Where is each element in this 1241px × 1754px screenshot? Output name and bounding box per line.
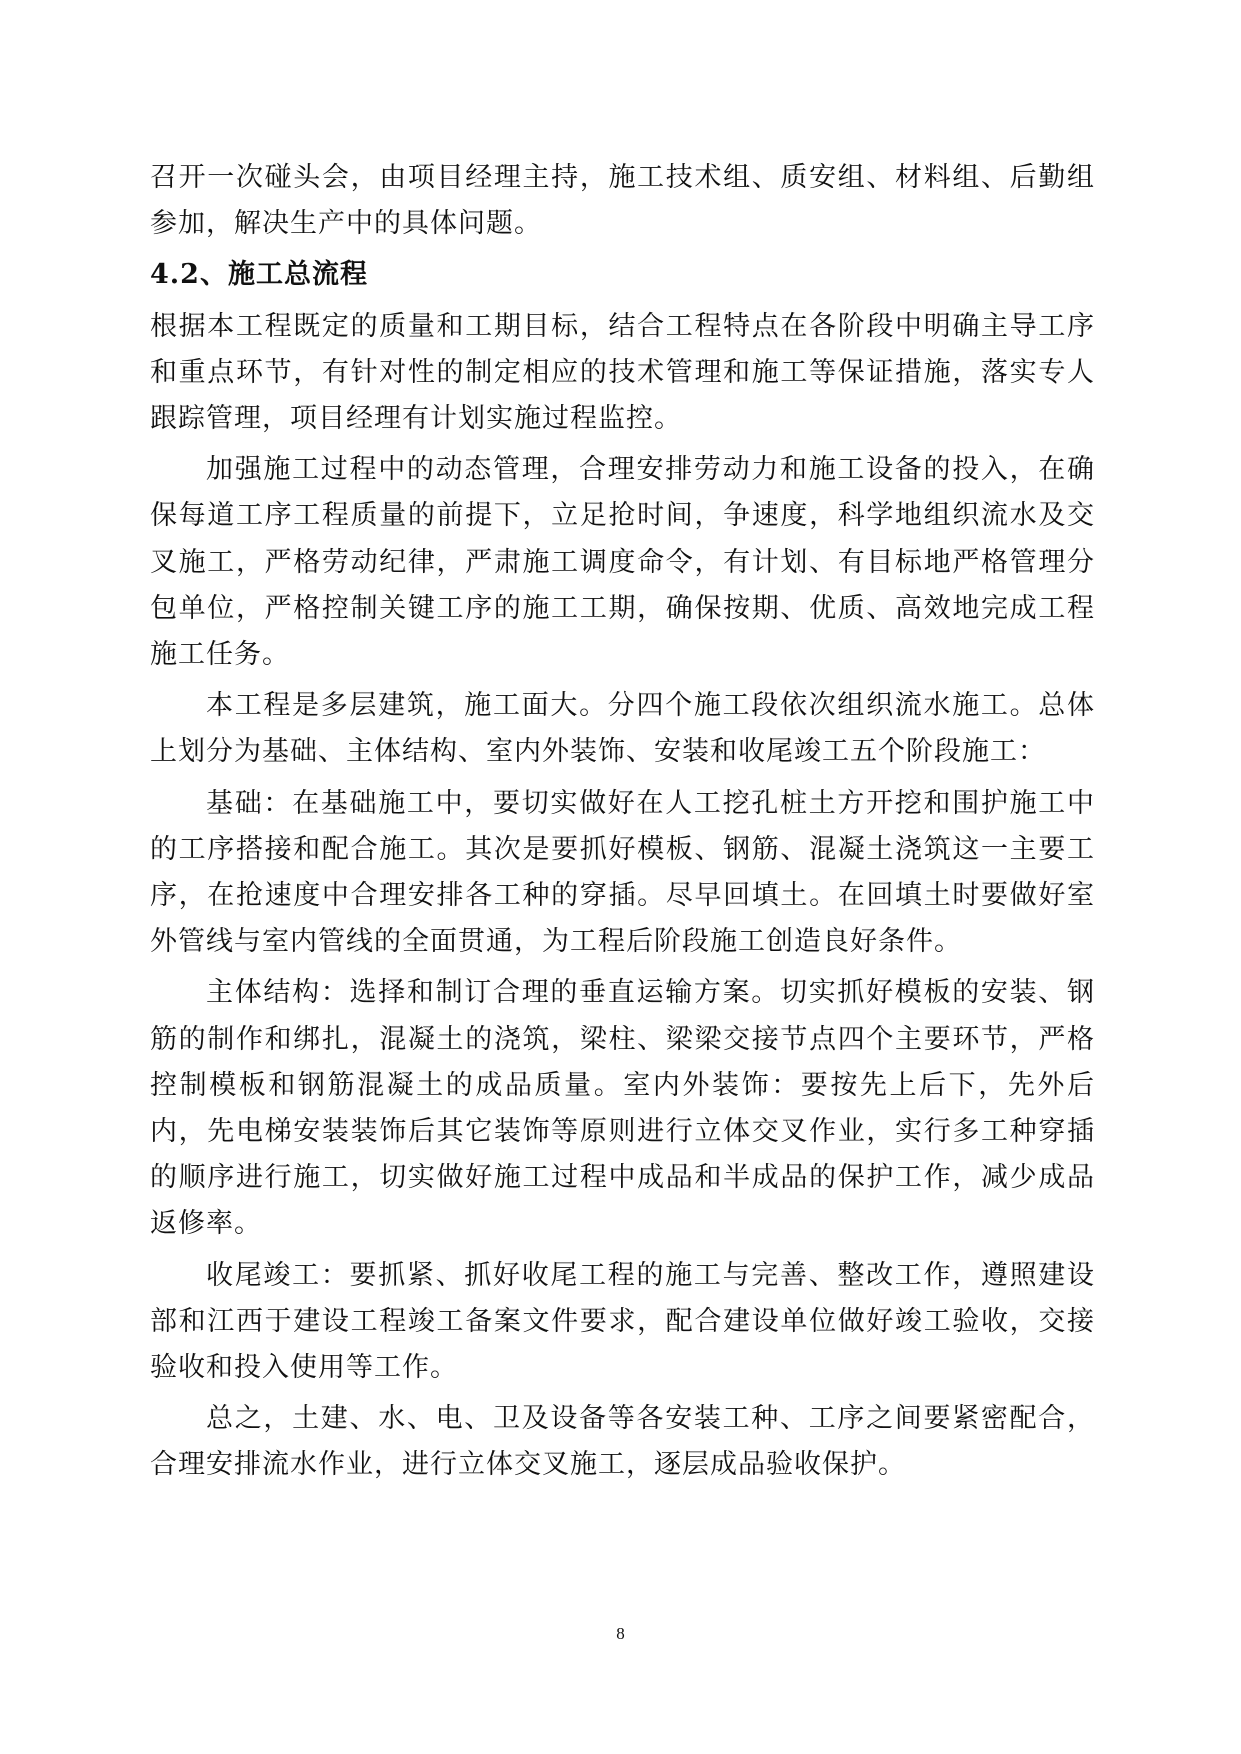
paragraph-project-stages: 本工程是多层建筑，施工面大。分四个施工段依次组织流水施工。总体上划分为基础、主体结构、室内外装饰、安装和收尾竣工五个阶段施工： xyxy=(150,690,1095,768)
paragraph-summary: 总之，土建、水、电、卫及设备等各安装工种、工序之间要紧密配合，合理安排流水作业，进行立体交叉施工，逐层成品验收保护。 xyxy=(150,1403,1095,1481)
paragraph-completion: 收尾竣工：要抓紧、抓好收尾工程的施工与完善、整改工作，遵照建设部和江西于建设工程竣工备案文件要求，配合建设单位做好竣工验收，交接验收和投入使用等工作。 xyxy=(150,1259,1095,1384)
paragraph-main-structure: 主体结构：选择和制订合理的垂直运输方案。切实抓好模板的安装、钢筋的制作和绑扎，混凝土的浇筑，梁柱、梁梁交接节点四个主要环节，严格控制模板和钢筋混凝土的成品质量。室内外装饰：要按先上后下，先外后内，先电梯安装装饰后其它装饰等原则进行立体交叉作业，实行多工种穿插的顺序进行施工，切实做好施工过程中成品和半成品的保护工作，减少成品返修率。 xyxy=(150,977,1095,1240)
paragraph-dynamic-management: 加强施工过程中的动态管理，合理安排劳动力和施工设备的投入，在确保每道工序工程质量的前提下，立足抢时间，争速度，科学地组织流水及交叉施工，严格劳动纪律，严肃施工调度命令，有计划、有目标地严格管理分包单位，严格控制关键工序的施工工期，确保按期、优质、高效地完成工程施工任务。 xyxy=(150,454,1095,671)
paragraph-meeting: 召开一次碰头会，由项目经理主持，施工技术组、质安组、材料组、后勤组参加，解决生产中的具体问题。 xyxy=(150,162,1095,240)
page-number: 8 xyxy=(616,1624,625,1643)
paragraph-quality-goals: 根据本工程既定的质量和工期目标，结合工程特点在各阶段中明确主导工序和重点环节，有针对性的制定相应的技术管理和施工等保证措施，落实专人跟踪管理，项目经理有计划实施过程监控。 xyxy=(150,310,1095,435)
section-heading-construction-flow: 4.2、施工总流程 xyxy=(150,259,368,291)
document-body xyxy=(150,155,1095,1494)
paragraph-foundation: 基础：在基础施工中，要切实做好在人工挖孔桩土方开挖和围护施工中的工序搭接和配合施工。其次是要抓好模板、钢筋、混凝土浇筑这一主要工序，在抢速度中合理安排各工种的穿插。尽早回填土。在回填土时要做好室外管线与室内管线的全面贯通，为工程后阶段施工创造良好条件。 xyxy=(150,787,1095,958)
